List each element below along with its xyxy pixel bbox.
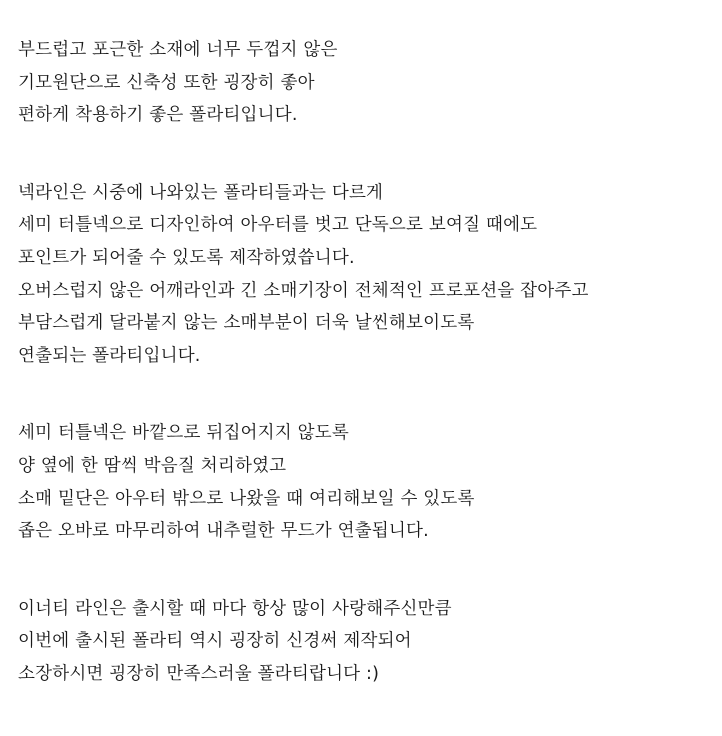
text-line: 넥라인은 시중에 나와있는 폴라티들과는 다르게 [18,182,384,203]
paragraph-closing [18,593,712,691]
text-line: 부담스럽게 달라붙지 않는 소매부분이 더욱 날씬해보이도록 [18,313,475,334]
text-line: 연출되는 폴라티입니다. [18,345,201,366]
product-description [18,34,712,736]
text-line: 이너티 라인은 출시할 때 마다 항상 많이 사랑해주신만큼 [18,598,452,619]
text-line: 소장하시면 굉장히 만족스러울 폴라티랍니다 :) [18,663,380,684]
text-line: 포인트가 되어줄 수 있도록 제작하였씁니다. [18,247,355,268]
paragraph-material [18,34,712,132]
text-line: 이번에 출시된 폴라티 역시 굉장히 신경써 제작되어 [18,631,412,652]
paragraph-neckline [18,177,712,373]
text-line: 세미 터틀넥으로 디자인하여 아우터를 벗고 단독으로 보여질 때에도 [18,215,538,236]
text-line: 좁은 오바로 마무리하여 내추럴한 무드가 연출됩니다. [18,521,429,542]
text-line: 오버스럽지 않은 어깨라인과 긴 소매기장이 전체적인 프로포션을 잡아주고 [18,280,589,301]
paragraph-finishing [18,417,712,547]
text-line: 편하게 착용하기 좋은 폴라티입니다. [18,105,298,126]
text-line: 양 옆에 한 땀씩 박음질 처리하였고 [18,455,287,476]
text-line: 기모원단으로 신축성 또한 굉장히 좋아 [18,72,315,93]
text-line: 세미 터틀넥은 바깥으로 뒤집어지지 않도록 [18,423,349,444]
text-line: 소매 밑단은 아우터 밖으로 나왔을 때 여리해보일 수 있도록 [18,488,475,509]
text-line: 부드럽고 포근한 소재에 너무 두껍지 않은 [18,40,338,60]
